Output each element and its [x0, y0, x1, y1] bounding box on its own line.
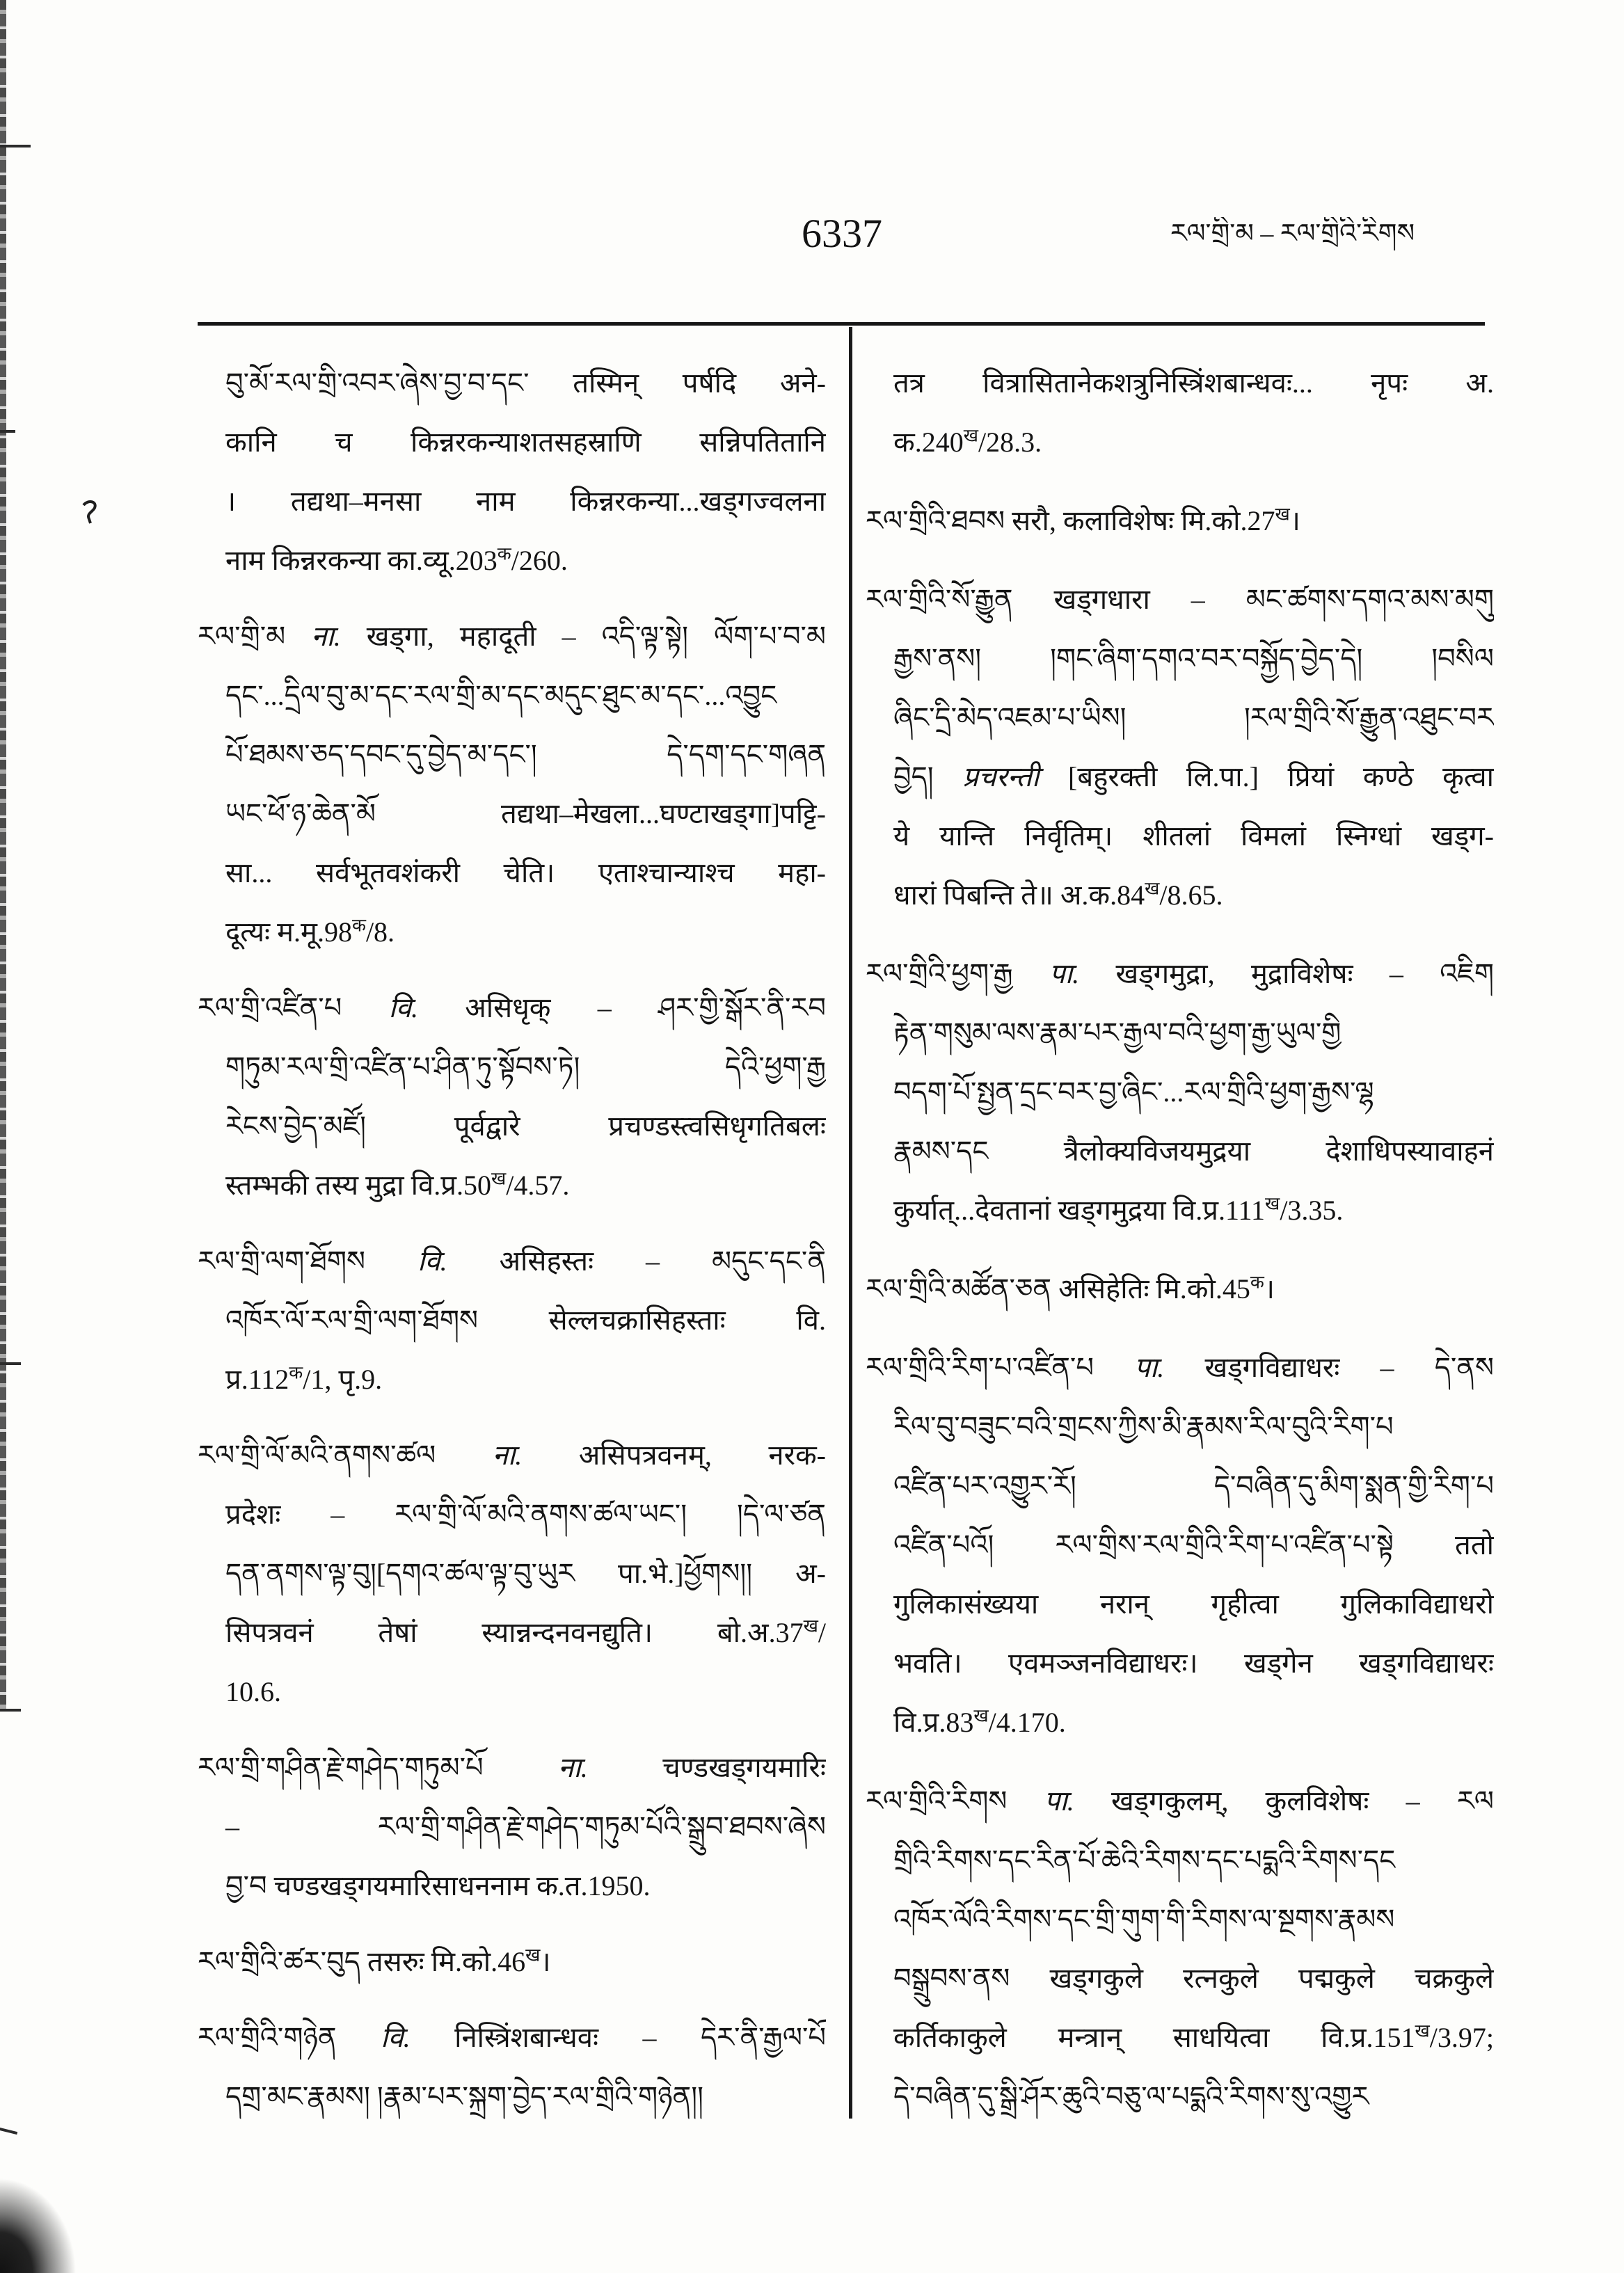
text-run: རིལ་བུ་བཟུང་བའི་གྲངས་ཀྱིས་མི་རྣམས་རིལ་བུའི་རིག་པ — [893, 1411, 1394, 1442]
folio-side-superscript: ख — [1275, 504, 1290, 525]
text-run: རལ་གྲིའི་རིགས — [866, 1785, 1044, 1817]
text-run: རལ་གྲི་གཤིན་རྗེ་གཤེད་གཏུམ་པོ — [198, 1752, 559, 1783]
running-head: རལ་གྲི་མ – རལ་གྲིའི་རིགས — [1170, 219, 1415, 248]
grammar-label: ना. — [492, 1439, 523, 1471]
text-run: ཡང་ཕོ་ཉ་ཆེན་མོ तद्यथा–मेखला...घण्टाखड्गा]पट्टि- — [225, 798, 826, 829]
entry-line — [866, 1693, 1494, 1752]
entry-line — [198, 531, 826, 590]
entry-line — [866, 353, 1494, 413]
entry-line — [866, 1515, 1494, 1574]
dictionary-entry — [198, 978, 826, 1215]
grammar-label: पा. — [1049, 958, 1080, 989]
entry-line — [198, 1096, 826, 1156]
entry-line — [866, 1456, 1494, 1515]
dictionary-entry — [198, 1738, 826, 1915]
text-run: རལ་གྲི་མ — [198, 621, 312, 652]
page-number: 6337 — [802, 211, 882, 256]
text-run: कुर्यात्...देवतानां खड्गमुद्रया वि.प्र.111 — [893, 1195, 1266, 1226]
folio-side-superscript: ख — [525, 1945, 541, 1965]
text-run: नाम किन्नरकन्या का.व्यू.203 — [225, 545, 497, 576]
dictionary-entry — [866, 944, 1494, 1240]
entry-line — [198, 1797, 826, 1856]
entry-line — [198, 353, 826, 413]
entry-line — [198, 1603, 826, 1662]
text-run: खड्गा, महादूती – འདི་ལྟ་སྟེ། ལོག་པ་བ་མ — [340, 621, 826, 652]
entry-line — [866, 1122, 1494, 1181]
entry-line — [198, 413, 826, 472]
folio-side-superscript: ख — [1415, 2020, 1430, 2041]
dictionary-entry — [198, 607, 826, 962]
scan-edge-tick — [0, 430, 15, 433]
text-run: བྱ་བ चण्डखड्गयमारिसाधननाम क.त.1950. — [225, 1870, 651, 1901]
text-run: वि.प्र.83 — [893, 1707, 974, 1738]
grammar-label: वि. — [388, 992, 419, 1023]
entry-line — [866, 866, 1494, 925]
folio-side-superscript: ख — [1265, 1193, 1280, 1214]
text-run: /28.3. — [978, 426, 1042, 458]
grammar-label: वि. — [417, 1245, 447, 1277]
text-run: ये यान्ति निर्वृतिम्। शीतलां विमलां स्निग्धां खड्ग- — [893, 820, 1494, 852]
text-run: /260. — [511, 545, 568, 576]
grammar-label: वि. — [381, 2022, 411, 2053]
entry-line — [198, 1662, 826, 1721]
entry-line — [866, 1831, 1494, 1890]
text-run: निस्त्रिंशबान्धवः – དེར་ནི་རྒྱལ་པོ — [410, 2022, 826, 2053]
entry-line — [198, 902, 826, 962]
entry-line — [866, 570, 1494, 629]
dictionary-entry — [198, 1231, 826, 1409]
text-run: རལ་གྲིའི་ཐབས सरौ, कलाविशेषः मि.को.27 — [866, 505, 1275, 536]
folio-side-superscript: ख — [491, 1168, 507, 1189]
entry-line — [198, 1350, 826, 1409]
entry-line — [866, 491, 1494, 550]
entry-line — [866, 413, 1494, 472]
text-run: བུ་མོ་རལ་གྲི་འབར་ཞེས་བྱ་བ་དང་ तस्मिन् पर्षदि अने- — [225, 367, 826, 399]
text-run: དན་ནགས་ལྟ་བུ།[དགའ་ཚལ་ལྟ་བུ་ཡུར पा.भे.]ཕྱོགས།། अ- — [225, 1558, 826, 1589]
text-run: འཁོར་ལོ་རལ་གྲི་ལག་ཐོགས सेल्लचक्रासिहस्ताः वि. — [225, 1305, 826, 1336]
scan-edge-tick — [0, 2128, 17, 2135]
entry-line — [198, 1544, 826, 1603]
text-run: क.240 — [893, 426, 964, 458]
entry-line — [866, 2008, 1494, 2067]
text-run: / — [818, 1617, 826, 1648]
entry-line — [866, 1771, 1494, 1831]
grammar-label: प्रचरन्ती — [962, 761, 1040, 792]
text-run: རྟེན་གསུམ་ལས་རྣམ་པར་རྒྱལ་བའི་ཕྱག་རྒྱ་ཡུལ་གྱི — [893, 1017, 1342, 1048]
text-run: དང་...དྲིལ་བུ་མ་དང་རལ་གྲི་མ་དང་མདུང་ཐུང་མ་དང་...འབྱུང — [225, 680, 777, 711]
entry-line — [198, 1231, 826, 1291]
text-run: རྣམས་དང त्रैलोक्यविजयमुद्रया देशाधिपस्यावाहनं — [893, 1135, 1494, 1167]
entry-line — [198, 1426, 826, 1485]
text-run: धारां पिबन्ति ते॥ अ.क.84 — [893, 879, 1145, 911]
entry-line — [198, 666, 826, 725]
grammar-label: पा. — [1044, 1785, 1074, 1817]
text-run: འཛིན་པར་འགྱུར་རོ། དེ་བཞིན་དུ་མིག་སྨན་གྱི་རིག་པ — [893, 1470, 1494, 1501]
dictionary-entry — [866, 1771, 1494, 2126]
entry-line — [866, 629, 1494, 688]
folio-side-superscript: ख — [803, 1616, 818, 1636]
text-run: རལ་གྲིའི་ཕྱག་རྒྱ — [866, 958, 1050, 989]
text-run: རལ་གྲིའི་གཉེན — [198, 2022, 381, 2053]
text-run: རལ་གྲིའི་སོ་རྒྱུན खड्गधारा – མང་ཚགས་དགའ་མས་མགུ — [866, 584, 1494, 615]
dictionary-entry — [866, 1338, 1494, 1752]
folio-side-superscript: क — [351, 915, 366, 936]
text-run: खड्गमुद्रा, मुद्राविशेषः – འཇིག — [1079, 958, 1494, 989]
entry-line — [198, 1037, 826, 1096]
text-run: རལ་གྲིའི་ཚར་བུད तसरुः मि.को.46 — [198, 1946, 526, 1977]
entry-line — [866, 747, 1494, 806]
folio-side-superscript: क — [497, 543, 511, 564]
entry-line — [198, 725, 826, 784]
text-run: /3.97; — [1429, 2022, 1494, 2053]
text-run: असिहस्तः – མདུང་དང་ནི — [447, 1245, 826, 1277]
text-run: རལ་གྲིའི་མཚོན་ཅན असिहेतिः मि.को.45 — [866, 1273, 1250, 1305]
entry-line — [198, 784, 826, 843]
scan-edge-shadow — [0, 0, 6, 1712]
dictionary-entry — [866, 1259, 1494, 1318]
text-run: असिधृक् – ཤར་གྱི་སྒོར་ནི་རབ — [418, 992, 826, 1023]
text-run: བྱེད། — [893, 761, 963, 792]
text-run: गुलिकासंख्यया नरान् गृहीत्वा गुलिकाविद्याधरो — [893, 1588, 1494, 1620]
entry-line — [198, 472, 826, 531]
entry-line — [198, 1485, 826, 1544]
text-run: स्तम्भकी तस्य मुद्रा वि.प्र.50 — [225, 1170, 491, 1201]
text-run: भवति। एवमञ्जनविद्याधरः। खड्गेन खड्गविद्याधरः — [893, 1648, 1494, 1679]
entry-line — [866, 1003, 1494, 1062]
dictionary-entry — [198, 1426, 826, 1721]
entry-line — [198, 1156, 826, 1215]
text-run: /8. — [365, 916, 395, 948]
scan-edge-tick — [0, 145, 31, 147]
dictionary-entry — [198, 2008, 826, 2126]
entry-line — [198, 1932, 826, 1991]
text-run: । — [1264, 1273, 1275, 1305]
text-run: कानि च किन्नरकन्याशतसहस्राणि सन्निपतितानि — [225, 426, 826, 458]
text-run: གྲིའི་རིགས་དང་རིན་པོ་ཆེའི་རིགས་དང་པདྨའི་རིགས་དང — [893, 1844, 1396, 1876]
text-run: རྒྱས་ནས། །གང་ཞིག་དགའ་བར་བསྐྱོད་བྱེད་དེ། །བསིལ — [893, 643, 1494, 674]
entry-continuation — [866, 353, 1494, 472]
entry-line — [866, 1634, 1494, 1693]
text-run: । — [1289, 505, 1300, 536]
folio-side-superscript: क — [1250, 1272, 1264, 1293]
folio-side-superscript: ख — [963, 425, 979, 446]
text-run: कर्तिकाकुले मन्त्रान् साधयित्वा वि.प्र.151 — [893, 2022, 1415, 2053]
text-run: दूत्यः म.मू.98 — [225, 916, 352, 948]
text-run: । तद्यथा–मनसा नाम किन्नरकन्या...खड्गज्वलना — [225, 486, 826, 517]
grammar-label: ना. — [311, 621, 341, 652]
entry-line — [198, 1291, 826, 1350]
entry-line — [866, 688, 1494, 747]
entry-line — [198, 978, 826, 1037]
text-run: । — [540, 1946, 551, 1977]
text-run: /3.35. — [1280, 1195, 1344, 1226]
text-run: खड्गविद्याधरः – དེ་ནས — [1164, 1352, 1494, 1383]
folio-side-superscript: क — [289, 1362, 303, 1383]
scan-edge-tick — [0, 1362, 21, 1365]
entry-line — [198, 2067, 826, 2126]
text-run: चण्डखड्गयमारिः — [587, 1752, 826, 1783]
entry-line — [198, 843, 826, 902]
entry-line — [198, 2008, 826, 2067]
text-run: प्र.112 — [225, 1364, 289, 1395]
entry-line — [866, 1890, 1494, 1949]
left-column — [198, 353, 826, 2126]
text-run: རལ་གྲི་ལོ་མའི་ནགས་ཚལ — [198, 1439, 493, 1471]
folio-side-superscript: ख — [1145, 878, 1160, 899]
entry-line — [198, 1738, 826, 1797]
margin-mark — [78, 498, 102, 526]
text-run: /8.65. — [1159, 879, 1223, 911]
header-rule — [198, 322, 1485, 326]
text-run: གཏུམ་རལ་གྲི་འཛིན་པ་ཤིན་ཏུ་སྟོབས་ཏེ། དེའི་ཕྱག་རྒྱ — [225, 1051, 826, 1083]
text-run: /4.170. — [988, 1707, 1066, 1738]
text-run: [बहुरक्ती लि.पा.] प्रियां कण्ठे कृत्वा — [1039, 761, 1494, 792]
entry-line — [866, 1397, 1494, 1456]
text-run: /1, पृ.9. — [303, 1364, 383, 1395]
text-run: असिपत्रवनम्, नरक- — [522, 1439, 826, 1471]
entry-line — [198, 1856, 826, 1915]
grammar-label: ना. — [558, 1752, 588, 1783]
entry-line — [198, 607, 826, 666]
entry-line — [866, 1259, 1494, 1318]
text-run: ཞིང་དྲི་མེད་འཇམ་པ་ཡིས། །རལ་གྲིའི་སོ་རྒྱུན་འཐུང་བར — [893, 702, 1494, 733]
entry-line — [866, 1574, 1494, 1634]
text-run: པོ་ཐམས་ཅད་དབང་དུ་བྱེད་མ་དང་། དེ་དག་དང་གཞན — [225, 739, 826, 770]
text-run: རལ་གྲི་འཛིན་པ — [198, 992, 389, 1023]
entry-line — [866, 806, 1494, 866]
text-run: རེངས་བྱེད་མཛོ། पूर्वद्वारे प्रचण्डस्त्वसिधृगतिबलः — [225, 1110, 826, 1142]
folio-side-superscript: ख — [973, 1705, 989, 1726]
entry-line — [866, 2067, 1494, 2126]
text-run: འཁོར་ལོའི་རིགས་དང་གྲི་གུག་གི་རིགས་ལ་སྔགས་རྣམས — [893, 1904, 1395, 1935]
text-run: सा... सर्वभूतवशंकरी चेति। एताश्चान्याश्च महा- — [225, 857, 826, 888]
text-run: དེ་བཞིན་དུ་སྒྲི་ཤོར་ཆུའི་བཅུ་ལ་པདྨའི་རིགས་སུ་འགྱུར — [893, 2081, 1369, 2112]
entry-line — [866, 1949, 1494, 2008]
text-run: དགྲ་མང་རྣམས། །རྣམ་པར་སྐྲག་བྱེད་རལ་གྲིའི་གཉེན།། — [225, 2081, 703, 2112]
column-divider — [849, 327, 852, 2119]
entry-line — [866, 1181, 1494, 1240]
text-run: सिपत्रवनं तेषां स्यान्नन्दनवनद्युति। बो.अ.37 — [225, 1617, 804, 1648]
text-run: བདག་པོ་སྤྱན་དྲང་བར་བྱ་ཞིང་...རལ་གྲིའི་ཕྱག་རྒྱས་ལྷ — [893, 1076, 1374, 1108]
entry-line — [866, 1338, 1494, 1397]
dictionary-entry — [866, 491, 1494, 550]
entry-line — [866, 944, 1494, 1003]
text-run: བསྒྲུབས་ནས खड्गकुले रत्नकुले पद्मकुले चक्रकुले — [893, 1963, 1494, 1994]
entry-continuation — [198, 353, 826, 590]
text-run: खड्गकुलम्, कुलविशेषः – རལ — [1074, 1785, 1494, 1817]
text-run: 10.6. — [225, 1676, 281, 1707]
right-column — [866, 353, 1494, 2126]
text-run: – རལ་གྲི་གཤིན་རྗེ་གཤེད་གཏུམ་པོའི་སྒྲུབ་ཐབས་ཞེས — [225, 1811, 826, 1842]
scan-edge-tick — [0, 1709, 21, 1712]
text-run: प्रदेशः – རལ་གྲི་ལོ་མའི་ནགས་ཚལ་ཡང་། །དེ་ལ་ཙན — [225, 1499, 826, 1530]
text-run: རལ་གྲིའི་རིག་པ་འཛིན་པ — [866, 1352, 1135, 1383]
dictionary-entry — [198, 1932, 826, 1991]
text-run: /4.57. — [506, 1170, 570, 1201]
text-run: འཛིན་པའོ། རལ་གྲིས་རལ་གྲིའི་རིག་པ་འཛིན་པ་སྟེ ततो — [893, 1529, 1494, 1561]
entry-line — [866, 1062, 1494, 1122]
grammar-label: पा. — [1134, 1352, 1165, 1383]
dictionary-entry — [866, 570, 1494, 925]
text-run: རལ་གྲི་ལག་ཐོགས — [198, 1245, 417, 1277]
scan-corner-smudge — [0, 2178, 77, 2273]
text-run: तत्र वित्रासितानेकशत्रुनिस्त्रिंशबान्धवः... नृपः अ. — [893, 367, 1494, 399]
